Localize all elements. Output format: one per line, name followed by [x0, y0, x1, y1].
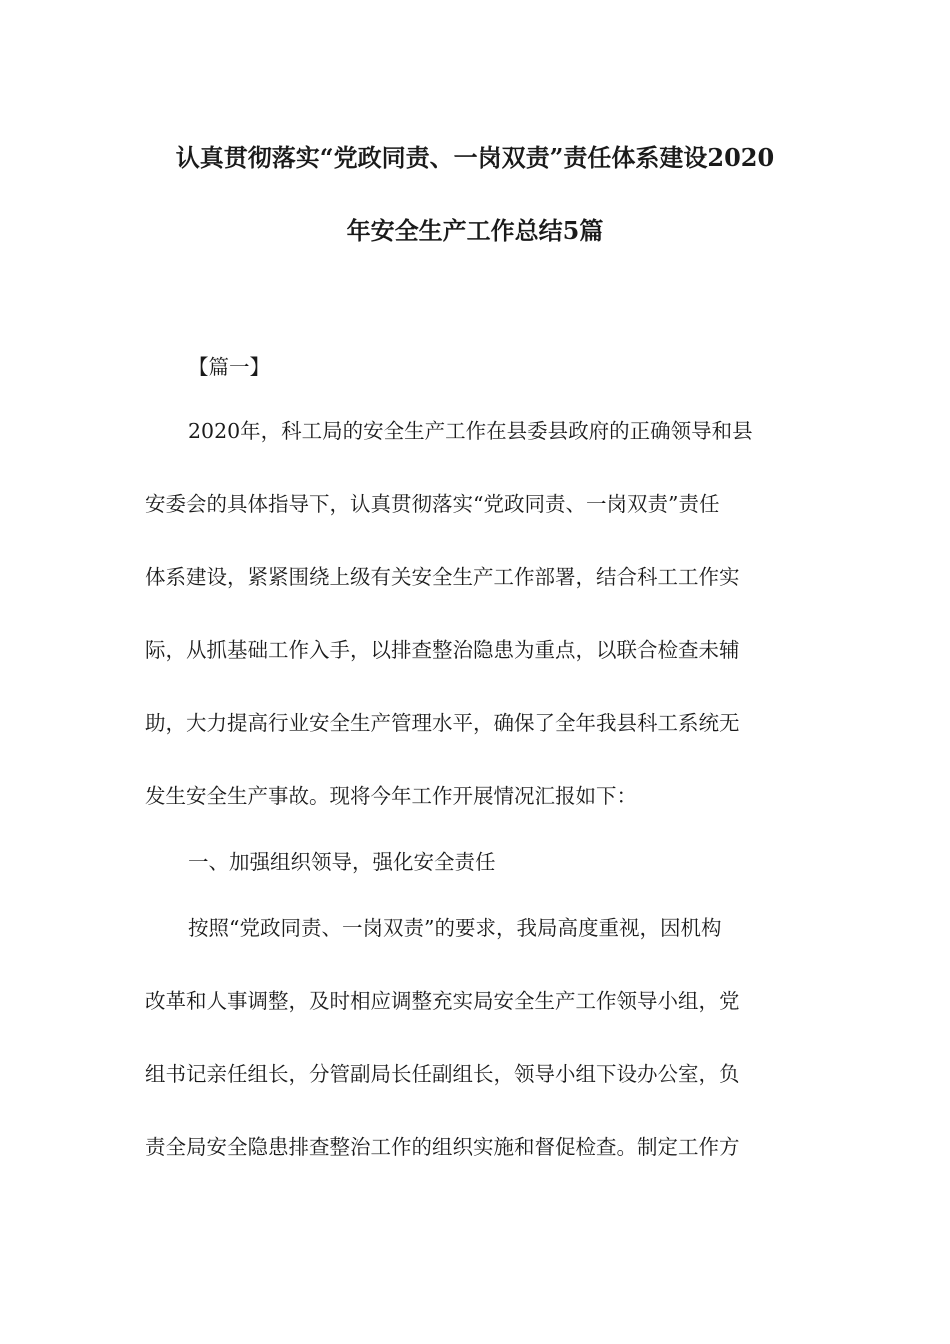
paragraph-line: 体系建设，紧紧围绕上级有关安全生产工作部署，结合科工工作实	[145, 565, 740, 589]
paragraph-line: 安委会的具体指导下，认真贯彻落实“党政同责、一岗双责”责任	[145, 492, 720, 516]
paragraph-line: 发生安全生产事故。现将今年工作开展情况汇报如下：	[145, 784, 637, 808]
paragraph-line: 责全局安全隐患排查整治工作的组织实施和督促检查。制定工作方	[145, 1135, 740, 1159]
paragraph-line: 际，从抓基础工作入手，以排查整治隐患为重点，以联合检查未辅	[145, 638, 740, 662]
paragraph-line: 改革和人事调整，及时相应调整充实局安全生产工作领导小组，党	[145, 989, 740, 1013]
paragraph-line: 助，大力提高行业安全生产管理水平，确保了全年我县科工系统无	[145, 711, 740, 735]
paragraph-line: 按照“党政同责、一岗双责”的要求，我局高度重视，因机构	[188, 916, 722, 940]
paragraph-line: 组书记亲任组长，分管副局长任副组长，领导小组下设办公室，负	[145, 1062, 740, 1086]
section-heading-part-one: 【篇一】	[188, 355, 270, 379]
section-heading-one: 一、加强组织领导，强化安全责任	[188, 850, 496, 874]
document-title-line-1: 认真贯彻落实“党政同责、一岗双责”责任体系建设2020	[175, 143, 775, 172]
document-title-line-2: 年安全生产工作总结5篇	[346, 216, 604, 245]
paragraph-line: 2020年，科工局的安全生产工作在县委县政府的正确领导和县	[188, 419, 753, 443]
